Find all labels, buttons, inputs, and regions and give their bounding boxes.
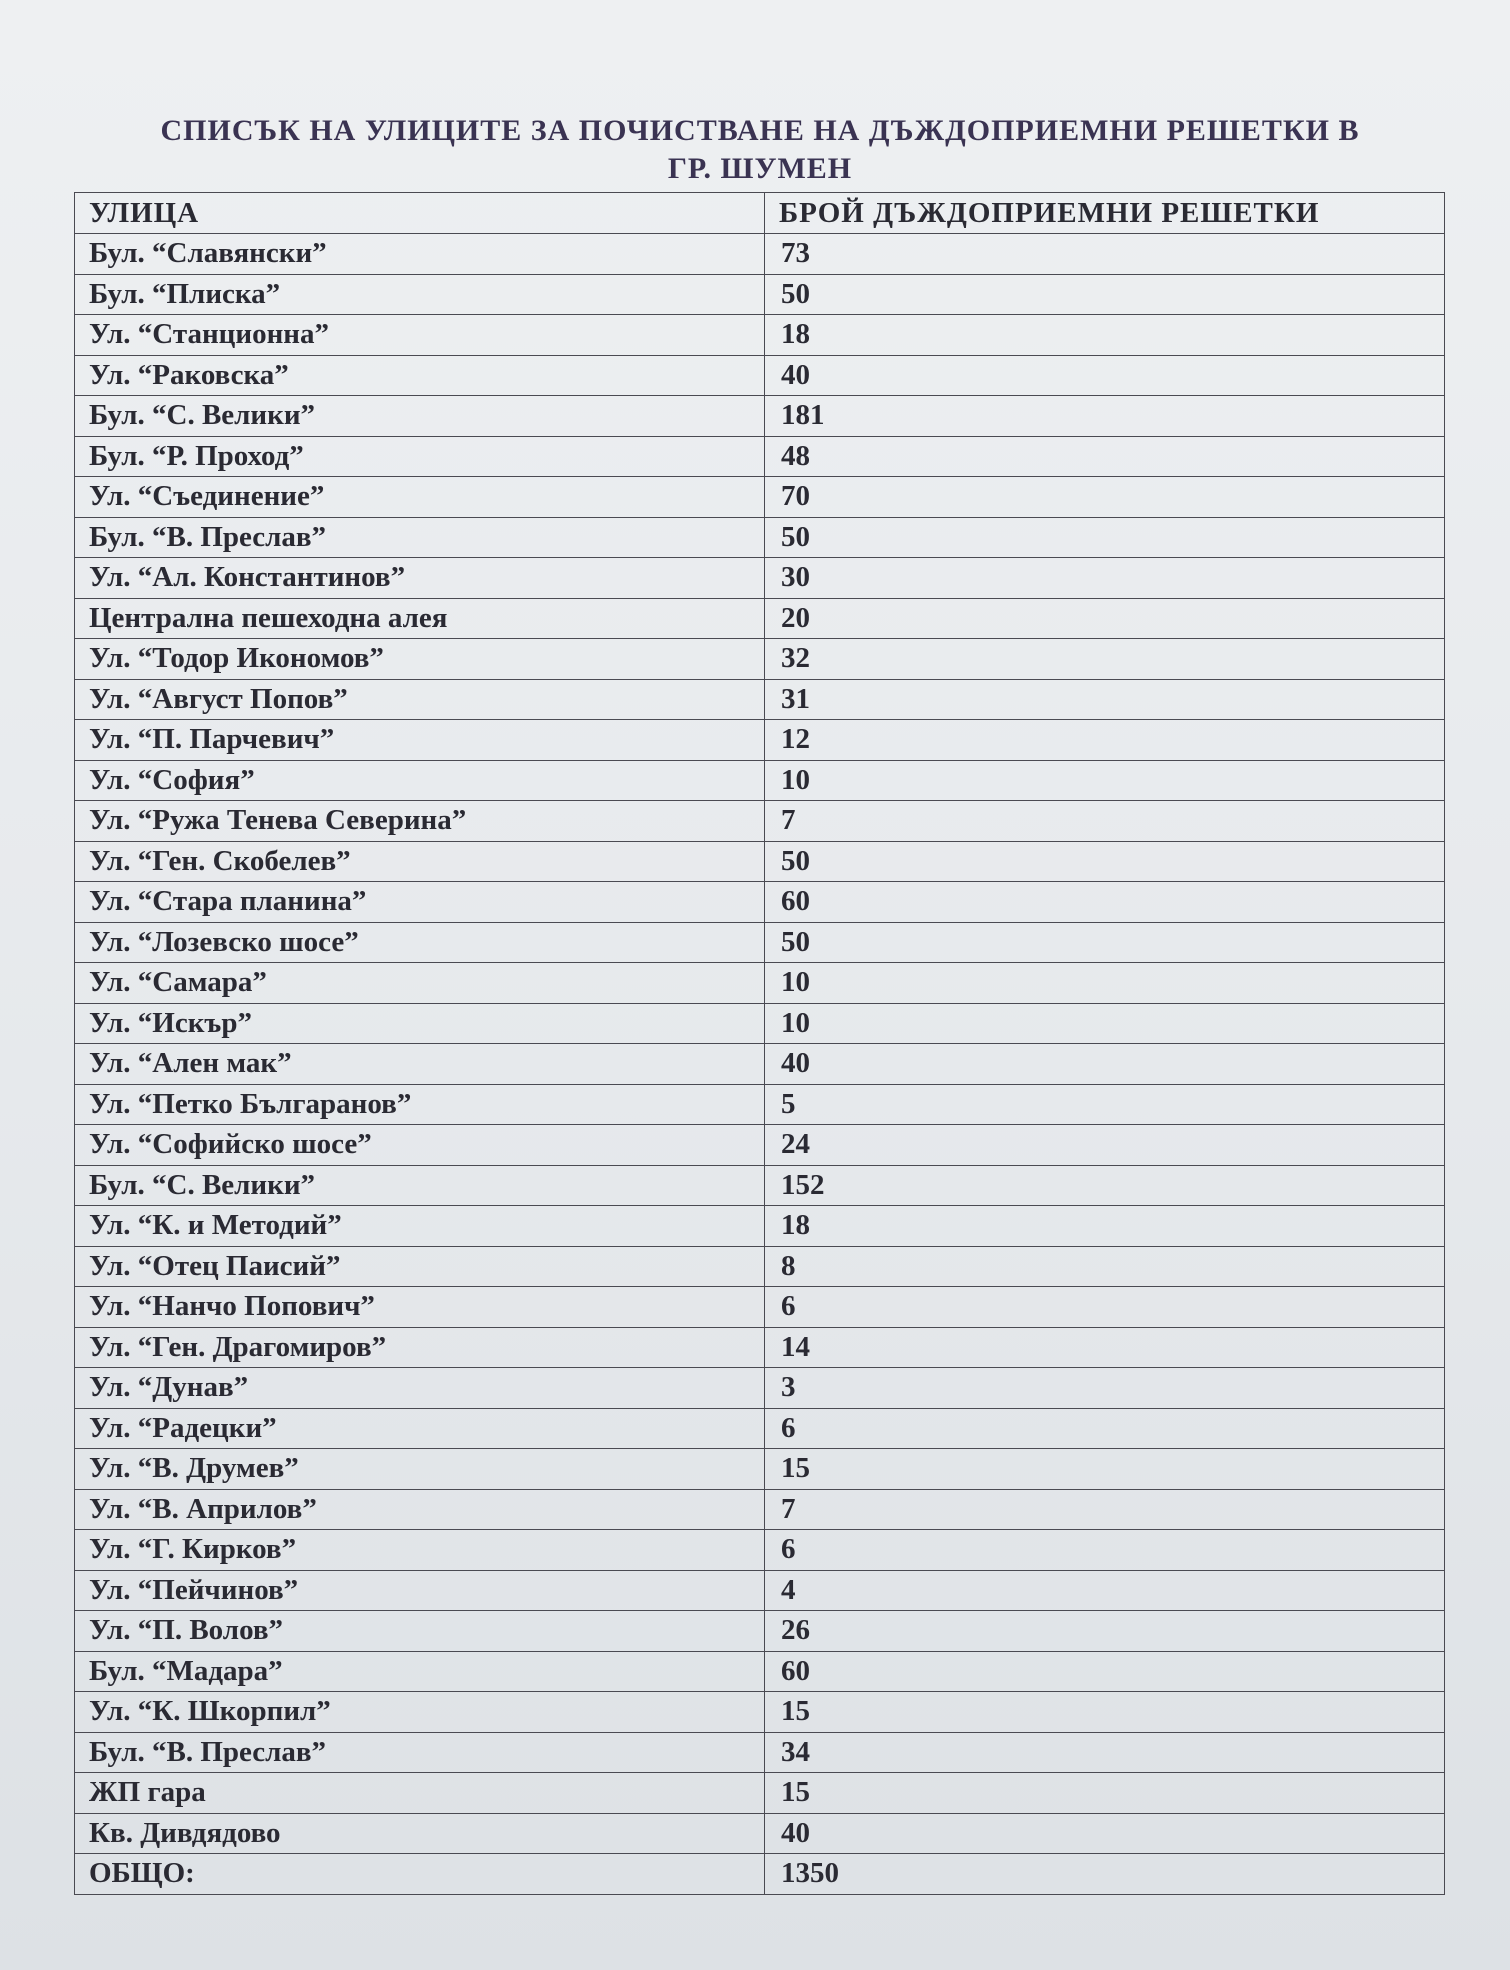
street-name-cell: Ул. “Ген. Драгомиров” bbox=[75, 1327, 765, 1368]
street-name-cell: Ул. “Радецки” bbox=[75, 1408, 765, 1449]
table-row bbox=[75, 477, 1445, 518]
table-row bbox=[75, 1651, 1445, 1692]
grate-count-cell: 10 bbox=[765, 1003, 1445, 1044]
title-line-1: СПИСЪК НА УЛИЦИТЕ ЗА ПОЧИСТВАНЕ НА ДЪЖДОПРИЕМНИ РЕШЕТКИ В bbox=[160, 114, 1360, 147]
grate-count-cell: 15 bbox=[765, 1692, 1445, 1733]
table-row bbox=[75, 1611, 1445, 1652]
table-row bbox=[75, 1449, 1445, 1490]
table-row bbox=[75, 558, 1445, 599]
street-name-cell: Ул. “Ружа Тенева Северина” bbox=[75, 801, 765, 842]
street-name-cell: Ул. “Пейчинов” bbox=[75, 1570, 765, 1611]
table-row bbox=[75, 315, 1445, 356]
grate-count-cell: 24 bbox=[765, 1125, 1445, 1166]
table-row bbox=[75, 1084, 1445, 1125]
street-name-cell: Ул. “София” bbox=[75, 760, 765, 801]
street-name-cell: Бул. “С. Велики” bbox=[75, 396, 765, 437]
street-name-cell: Ул. “П. Парчевич” bbox=[75, 720, 765, 761]
grate-count-cell: 12 bbox=[765, 720, 1445, 761]
grate-count-cell: 10 bbox=[765, 963, 1445, 1004]
grate-count-cell: 50 bbox=[765, 274, 1445, 315]
street-name-cell: Ул. “Софийско шосе” bbox=[75, 1125, 765, 1166]
grate-count-cell: 7 bbox=[765, 1489, 1445, 1530]
grate-count-cell: 60 bbox=[765, 1651, 1445, 1692]
grate-count-cell: 26 bbox=[765, 1611, 1445, 1652]
grate-count-cell: 18 bbox=[765, 1206, 1445, 1247]
total-row bbox=[75, 1854, 1445, 1895]
street-name-cell: Ул. “В. Априлов” bbox=[75, 1489, 765, 1530]
street-name-cell: Ул. “Нанчо Попович” bbox=[75, 1287, 765, 1328]
street-name-cell: Ул. “Ален мак” bbox=[75, 1044, 765, 1085]
grate-count-cell: 73 bbox=[765, 234, 1445, 275]
street-name-cell: Ул. “Ген. Скобелев” bbox=[75, 841, 765, 882]
table-row bbox=[75, 639, 1445, 680]
grate-count-cell: 18 bbox=[765, 315, 1445, 356]
table-row bbox=[75, 436, 1445, 477]
grate-count-cell: 6 bbox=[765, 1408, 1445, 1449]
grate-count-cell: 30 bbox=[765, 558, 1445, 599]
street-name-cell: Ул. “К. Шкорпил” bbox=[75, 1692, 765, 1733]
grate-count-cell: 50 bbox=[765, 517, 1445, 558]
table-row bbox=[75, 679, 1445, 720]
total-label: ОБЩО: bbox=[75, 1854, 765, 1895]
street-name-cell: Ул. “Самара” bbox=[75, 963, 765, 1004]
grate-count-cell: 14 bbox=[765, 1327, 1445, 1368]
grate-count-cell: 48 bbox=[765, 436, 1445, 477]
total-value: 1350 bbox=[765, 1854, 1445, 1895]
street-grates-table bbox=[74, 192, 1445, 1895]
table-row bbox=[75, 1003, 1445, 1044]
street-name-cell: Кв. Дивдядово bbox=[75, 1813, 765, 1854]
street-name-cell: Ул. “Станционна” bbox=[75, 315, 765, 356]
table-row bbox=[75, 355, 1445, 396]
grate-count-cell: 181 bbox=[765, 396, 1445, 437]
grate-count-cell: 152 bbox=[765, 1165, 1445, 1206]
table-row bbox=[75, 801, 1445, 842]
table-row bbox=[75, 1368, 1445, 1409]
grate-count-cell: 31 bbox=[765, 679, 1445, 720]
grate-count-cell: 40 bbox=[765, 355, 1445, 396]
table-row bbox=[75, 1570, 1445, 1611]
street-name-cell: Бул. “Славянски” bbox=[75, 234, 765, 275]
street-name-cell: Бул. “Р. Проход” bbox=[75, 436, 765, 477]
table-row bbox=[75, 1044, 1445, 1085]
street-name-cell: Ул. “Петко Българанов” bbox=[75, 1084, 765, 1125]
table-row bbox=[75, 396, 1445, 437]
street-name-cell: Ул. “Стара планина” bbox=[75, 882, 765, 923]
table-row bbox=[75, 1206, 1445, 1247]
table-row bbox=[75, 841, 1445, 882]
grate-count-cell: 60 bbox=[765, 882, 1445, 923]
table-body bbox=[75, 234, 1445, 1854]
street-name-cell: Ул. “Раковска” bbox=[75, 355, 765, 396]
table-row bbox=[75, 1692, 1445, 1733]
table-row bbox=[75, 1732, 1445, 1773]
table-row bbox=[75, 1408, 1445, 1449]
grate-count-cell: 50 bbox=[765, 922, 1445, 963]
title-line-2: ГР. ШУМЕН bbox=[667, 152, 853, 185]
street-name-cell: Ул. “Тодор Икономов” bbox=[75, 639, 765, 680]
grate-count-cell: 70 bbox=[765, 477, 1445, 518]
grate-count-cell: 4 bbox=[765, 1570, 1445, 1611]
table-row bbox=[75, 1125, 1445, 1166]
table-row bbox=[75, 1813, 1445, 1854]
grate-count-cell: 6 bbox=[765, 1530, 1445, 1571]
table-row bbox=[75, 517, 1445, 558]
street-name-cell: Ул. “Г. Кирков” bbox=[75, 1530, 765, 1571]
street-name-cell: Ул. “Лозевско шосе” bbox=[75, 922, 765, 963]
street-name-cell: Ул. “П. Волов” bbox=[75, 1611, 765, 1652]
table-row bbox=[75, 1773, 1445, 1814]
street-name-cell: Централна пешеходна алея bbox=[75, 598, 765, 639]
table-row bbox=[75, 1327, 1445, 1368]
grate-count-cell: 34 bbox=[765, 1732, 1445, 1773]
table-row bbox=[75, 1165, 1445, 1206]
table-row bbox=[75, 922, 1445, 963]
street-name-cell: Ул. “Искър” bbox=[75, 1003, 765, 1044]
street-name-cell: Бул. “Плиска” bbox=[75, 274, 765, 315]
table-row bbox=[75, 720, 1445, 761]
grate-count-cell: 40 bbox=[765, 1044, 1445, 1085]
table-row bbox=[75, 234, 1445, 275]
table-row bbox=[75, 1530, 1445, 1571]
table-row bbox=[75, 1246, 1445, 1287]
table-row bbox=[75, 760, 1445, 801]
table-row bbox=[75, 598, 1445, 639]
header-grate-count: БРОЙ ДЪЖДОПРИЕМНИ РЕШЕТКИ bbox=[765, 193, 1445, 234]
street-name-cell: Ул. “К. и Методий” bbox=[75, 1206, 765, 1247]
table-row bbox=[75, 1489, 1445, 1530]
street-name-cell: Бул. “В. Преслав” bbox=[75, 1732, 765, 1773]
grate-count-cell: 3 bbox=[765, 1368, 1445, 1409]
grate-count-cell: 10 bbox=[765, 760, 1445, 801]
grate-count-cell: 15 bbox=[765, 1449, 1445, 1490]
grate-count-cell: 7 bbox=[765, 801, 1445, 842]
street-name-cell: Ул. “Дунав” bbox=[75, 1368, 765, 1409]
street-name-cell: ЖП гара bbox=[75, 1773, 765, 1814]
street-name-cell: Бул. “Мадара” bbox=[75, 1651, 765, 1692]
grate-count-cell: 8 bbox=[765, 1246, 1445, 1287]
street-name-cell: Бул. “С. Велики” bbox=[75, 1165, 765, 1206]
header-street: УЛИЦА bbox=[75, 193, 765, 234]
grate-count-cell: 5 bbox=[765, 1084, 1445, 1125]
table-row bbox=[75, 1287, 1445, 1328]
street-name-cell: Ул. “В. Друмев” bbox=[75, 1449, 765, 1490]
table-row bbox=[75, 963, 1445, 1004]
table-row bbox=[75, 882, 1445, 923]
table-row bbox=[75, 274, 1445, 315]
street-name-cell: Ул. “Съединение” bbox=[75, 477, 765, 518]
grate-count-cell: 50 bbox=[765, 841, 1445, 882]
document-title bbox=[60, 112, 1460, 188]
street-name-cell: Бул. “В. Преслав” bbox=[75, 517, 765, 558]
grate-count-cell: 6 bbox=[765, 1287, 1445, 1328]
street-name-cell: Ул. “Отец Паисий” bbox=[75, 1246, 765, 1287]
table-header-row bbox=[75, 193, 1445, 234]
grate-count-cell: 15 bbox=[765, 1773, 1445, 1814]
grate-count-cell: 32 bbox=[765, 639, 1445, 680]
street-name-cell: Ул. “Ал. Константинов” bbox=[75, 558, 765, 599]
grate-count-cell: 40 bbox=[765, 1813, 1445, 1854]
grate-count-cell: 20 bbox=[765, 598, 1445, 639]
street-name-cell: Ул. “Август Попов” bbox=[75, 679, 765, 720]
